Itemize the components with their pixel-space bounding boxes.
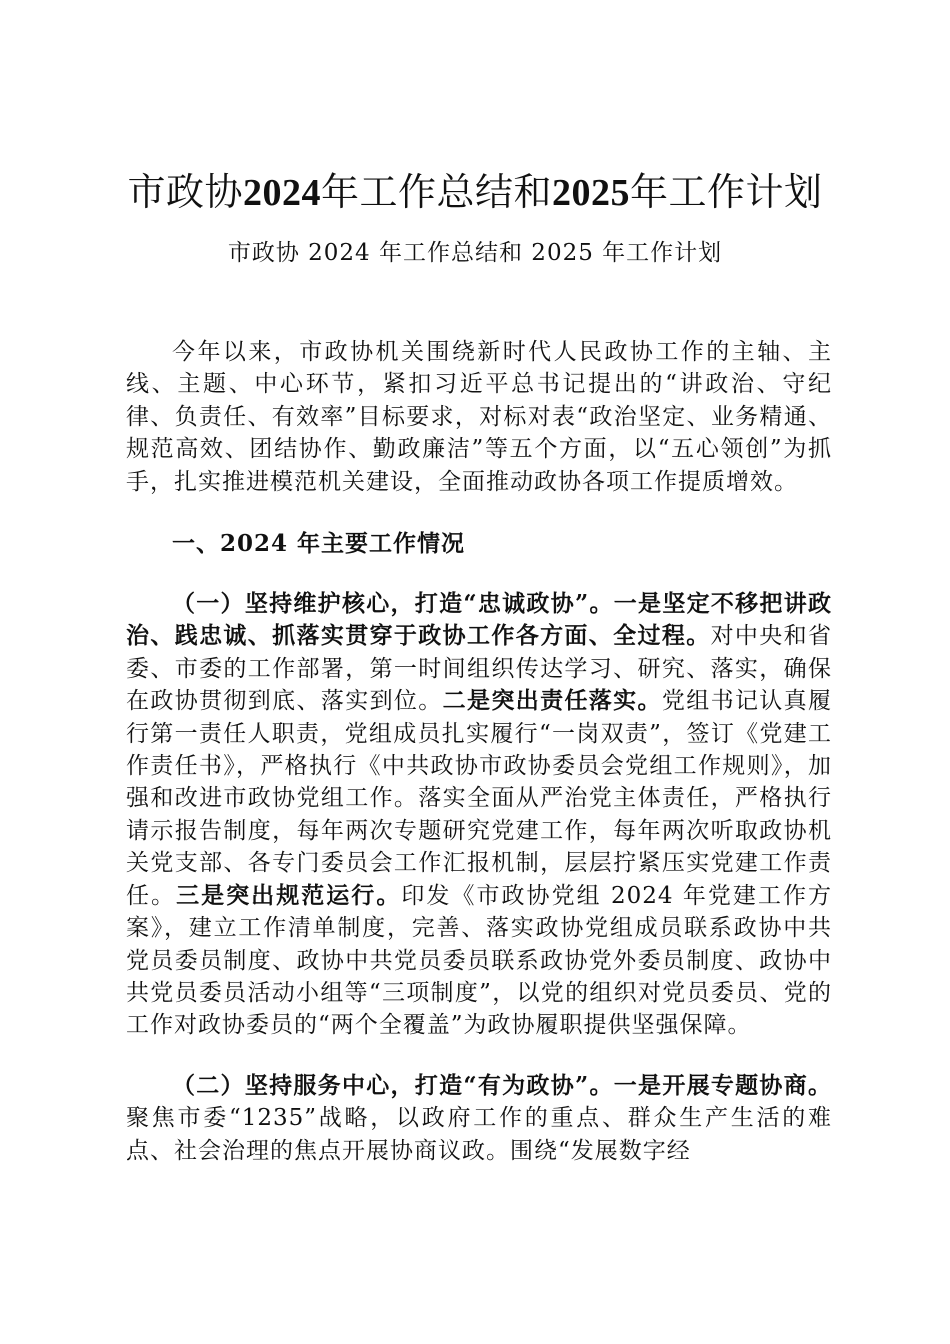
title-part: 年工作总结和 [320,170,552,214]
paragraph-active-cppcc [126,1070,832,1167]
title-year: 2025 [552,172,630,214]
run: 党组书记认真履行第一责任人职责，党组成员扎实履行“一岗双责”，签订《党建工作责任书》，严格执行《中共政协市政协委员会党组工作规则》，加强和改进市政协党组工作。落实全面从严治党主体责任，严格执行请示报告制度，每年两次专题研究党建工作，每年两次听取政协机关党支部、各专门委员会工作汇报机制，层层拧紧压实党建工作责任。 [126,688,833,909]
run: 对中央和省委、市委的工作部署，第一时间组织传达学习、研究、落实，确保在政协贯彻到底、落实到位。 [126,623,833,715]
run: 二是突出责任落实。 [442,687,662,715]
run: （二）坚持服务中心，打造“有为政协”。一是开展专题协商。 [172,1071,832,1099]
intro-paragraph: 今年以来，市政协机关围绕新时代人民政协工作的主轴、主线、主题、中心环节，紧扣习近平总书记提出的“讲政治、守纪律、负责任、有效率”目标要求，对标对表“政治坚定、业务精通、规范高效、团结协作、勤政廉洁”等五个方面，以“五心领创”为抓手，扎实推进模范机关建设，全面推动政协各项工作提质增效。 [126,339,832,495]
title-part: 年工作计划 [630,170,823,214]
run: （一）坚持维护核心，打造“忠诚政协”。一是坚定不移把讲政治、践忠诚、抓落实贯穿于政协工作各方面、全过程。 [126,590,832,650]
document-subtitle: 市政协 2024 年工作总结和 2025 年工作计划 [227,240,723,266]
title-part: 市政协 [127,170,243,214]
run: 聚焦市委“1235”战略，以政府工作的重点、群众生产生活的难点、社会治理的焦点开展协商议政。围绕“发展数字经 [126,1105,832,1164]
document-title [0,168,950,217]
section-heading: 一、2024 年主要工作情况 [172,530,466,558]
document-body [126,336,832,1167]
run: 三是突出规范运行。 [176,881,402,909]
title-year: 2024 [242,172,321,214]
run: 印发《市政协党组 2024 年党建工作方案》，建立工作清单制度，完善、落实政协党组成员联系政协中共党员委员制度、政协中共党员委员联系政协党外委员制度、政协中共党员委员活动小组等“三项制度”，以党的组织对党员委员、党的工作对政协委员的“两个全覆盖”为政协履职提供坚强保障。 [126,882,833,1039]
paragraph-loyal-cppcc [126,588,832,1042]
